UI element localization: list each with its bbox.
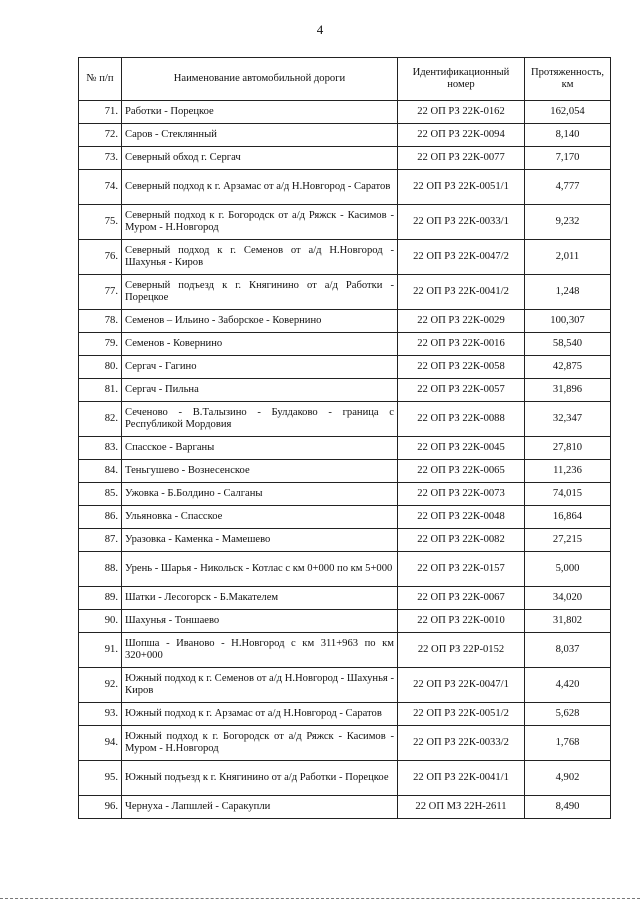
table-header-row <box>79 58 611 101</box>
row-number: 74. <box>79 170 122 205</box>
table-row <box>79 761 611 796</box>
table-row <box>79 310 611 333</box>
road-name: Шопша - Иваново - Н.Новгород с км 311+963 по км 320+000 <box>122 633 398 668</box>
table-row <box>79 587 611 610</box>
row-number: 80. <box>79 356 122 379</box>
road-identifier: 22 ОП РЗ 22К-0067 <box>398 587 525 610</box>
road-length: 58,540 <box>525 333 611 356</box>
table-row <box>79 356 611 379</box>
road-length: 27,215 <box>525 529 611 552</box>
road-name: Сергач - Пильна <box>122 379 398 402</box>
road-name: Уразовка - Каменка - Мамешево <box>122 529 398 552</box>
road-identifier: 22 ОП РЗ 22К-0041/2 <box>398 275 525 310</box>
road-identifier: 22 ОП РЗ 22К-0058 <box>398 356 525 379</box>
road-identifier: 22 ОП РЗ 22К-0010 <box>398 610 525 633</box>
road-name: Северный подход к г. Семенов от а/д Н.Новгород - Шахунья - Киров <box>122 240 398 275</box>
table-row <box>79 726 611 761</box>
road-length: 74,015 <box>525 483 611 506</box>
road-identifier: 22 ОП РЗ 22К-0016 <box>398 333 525 356</box>
row-number: 79. <box>79 333 122 356</box>
page-number: 4 <box>316 22 324 37</box>
table-row <box>79 205 611 240</box>
road-identifier: 22 ОП РЗ 22К-0048 <box>398 506 525 529</box>
road-name: Сеченово - В.Талызино - Булдаково - граница с Республикой Мордовия <box>122 402 398 437</box>
road-name: Саров - Стеклянный <box>122 124 398 147</box>
row-number: 76. <box>79 240 122 275</box>
road-identifier: 22 ОП РЗ 22К-0088 <box>398 402 525 437</box>
table-row <box>79 333 611 356</box>
road-name: Южный подъезд к г. Княгинино от а/д Работки - Порецкое <box>122 761 398 796</box>
road-name: Шахунья - Тоншаево <box>122 610 398 633</box>
road-identifier: 22 ОП РЗ 22К-0094 <box>398 124 525 147</box>
road-length: 1,248 <box>525 275 611 310</box>
header-length: Протяженность, км <box>525 58 611 101</box>
row-number: 78. <box>79 310 122 333</box>
road-length: 8,490 <box>525 796 611 819</box>
road-identifier: 22 ОП РЗ 22К-0065 <box>398 460 525 483</box>
road-identifier: 22 ОП РЗ 22К-0057 <box>398 379 525 402</box>
road-identifier: 22 ОП РЗ 22К-0077 <box>398 147 525 170</box>
road-identifier: 22 ОП РЗ 22К-0041/1 <box>398 761 525 796</box>
table-row <box>79 703 611 726</box>
road-name: Работки - Порецкое <box>122 101 398 124</box>
table-row <box>79 124 611 147</box>
table-row <box>79 437 611 460</box>
table-row <box>79 633 611 668</box>
road-identifier: 22 ОП РЗ 22К-0051/1 <box>398 170 525 205</box>
row-number: 86. <box>79 506 122 529</box>
row-number: 91. <box>79 633 122 668</box>
road-identifier: 22 ОП РЗ 22К-0033/1 <box>398 205 525 240</box>
header-num: № п/п <box>79 58 122 101</box>
roads-table <box>78 57 611 819</box>
header-road-name: Наименование автомобильной дороги <box>122 58 398 101</box>
road-length: 2,011 <box>525 240 611 275</box>
road-name: Чернуха - Лапшлей - Саракупли <box>122 796 398 819</box>
table-row <box>79 275 611 310</box>
road-name: Южный подход к г. Богородск от а/д Ряжск - Касимов - Муром - Н.Новгород <box>122 726 398 761</box>
table-row <box>79 147 611 170</box>
road-identifier: 22 ОП РЗ 22Р-0152 <box>398 633 525 668</box>
road-length: 8,140 <box>525 124 611 147</box>
row-number: 72. <box>79 124 122 147</box>
table-row <box>79 402 611 437</box>
road-length: 162,054 <box>525 101 611 124</box>
table-row <box>79 796 611 819</box>
road-length: 34,020 <box>525 587 611 610</box>
row-number: 71. <box>79 101 122 124</box>
road-length: 4,420 <box>525 668 611 703</box>
road-identifier: 22 ОП РЗ 22К-0073 <box>398 483 525 506</box>
road-length: 5,000 <box>525 552 611 587</box>
road-length: 1,768 <box>525 726 611 761</box>
row-number: 88. <box>79 552 122 587</box>
row-number: 85. <box>79 483 122 506</box>
road-length: 11,236 <box>525 460 611 483</box>
road-identifier: 22 ОП РЗ 22К-0045 <box>398 437 525 460</box>
table-row <box>79 552 611 587</box>
row-number: 83. <box>79 437 122 460</box>
road-identifier: 22 ОП РЗ 22К-0047/2 <box>398 240 525 275</box>
road-length: 31,896 <box>525 379 611 402</box>
road-identifier: 22 ОП РЗ 22К-0029 <box>398 310 525 333</box>
road-name: Северный обход г. Сергач <box>122 147 398 170</box>
road-name: Сергач - Гагино <box>122 356 398 379</box>
table-row <box>79 529 611 552</box>
table-row <box>79 240 611 275</box>
road-identifier: 22 ОП РЗ 22К-0033/2 <box>398 726 525 761</box>
table-row <box>79 101 611 124</box>
road-name: Теньгушево - Вознесенское <box>122 460 398 483</box>
table-row <box>79 483 611 506</box>
road-identifier: 22 ОП РЗ 22К-0082 <box>398 529 525 552</box>
road-name: Семенов – Ильино - Заборское - Ковернино <box>122 310 398 333</box>
row-number: 77. <box>79 275 122 310</box>
row-number: 94. <box>79 726 122 761</box>
row-number: 82. <box>79 402 122 437</box>
row-number: 96. <box>79 796 122 819</box>
road-name: Шатки - Лесогорск - Б.Макателем <box>122 587 398 610</box>
table-row <box>79 379 611 402</box>
footer-divider <box>0 898 640 899</box>
row-number: 90. <box>79 610 122 633</box>
row-number: 87. <box>79 529 122 552</box>
road-length: 7,170 <box>525 147 611 170</box>
row-number: 84. <box>79 460 122 483</box>
road-length: 9,232 <box>525 205 611 240</box>
table-row <box>79 170 611 205</box>
road-identifier: 22 ОП МЗ 22Н-2611 <box>398 796 525 819</box>
road-name: Семенов - Ковернино <box>122 333 398 356</box>
row-number: 93. <box>79 703 122 726</box>
row-number: 81. <box>79 379 122 402</box>
road-length: 4,777 <box>525 170 611 205</box>
road-name: Спасское - Варганы <box>122 437 398 460</box>
road-identifier: 22 ОП РЗ 22К-0162 <box>398 101 525 124</box>
road-identifier: 22 ОП РЗ 22К-0051/2 <box>398 703 525 726</box>
road-length: 42,875 <box>525 356 611 379</box>
road-length: 8,037 <box>525 633 611 668</box>
road-length: 31,802 <box>525 610 611 633</box>
road-name: Южный подход к г. Арзамас от а/д Н.Новгород - Саратов <box>122 703 398 726</box>
table-row <box>79 506 611 529</box>
road-name: Южный подход к г. Семенов от а/д Н.Новгород - Шахунья - Киров <box>122 668 398 703</box>
row-number: 92. <box>79 668 122 703</box>
row-number: 73. <box>79 147 122 170</box>
road-name: Северный подъезд к г. Княгинино от а/д Работки - Порецкое <box>122 275 398 310</box>
table-row <box>79 460 611 483</box>
header-identifier: Идентификационный номер <box>398 58 525 101</box>
road-name: Ужовка - Б.Болдино - Салганы <box>122 483 398 506</box>
road-name: Урень - Шарья - Никольск - Котлас с км 0+000 по км 5+000 <box>122 552 398 587</box>
table-row <box>79 668 611 703</box>
road-name: Северный подход к г. Богородск от а/д Ряжск - Касимов - Муром - Н.Новгород <box>122 205 398 240</box>
road-identifier: 22 ОП РЗ 22К-0047/1 <box>398 668 525 703</box>
row-number: 89. <box>79 587 122 610</box>
road-length: 27,810 <box>525 437 611 460</box>
road-name: Ульяновка - Спасское <box>122 506 398 529</box>
road-length: 16,864 <box>525 506 611 529</box>
road-length: 32,347 <box>525 402 611 437</box>
road-name: Северный подход к г. Арзамас от а/д Н.Новгород - Саратов <box>122 170 398 205</box>
road-length: 4,902 <box>525 761 611 796</box>
table-row <box>79 610 611 633</box>
row-number: 95. <box>79 761 122 796</box>
road-length: 5,628 <box>525 703 611 726</box>
road-identifier: 22 ОП РЗ 22К-0157 <box>398 552 525 587</box>
road-length: 100,307 <box>525 310 611 333</box>
row-number: 75. <box>79 205 122 240</box>
